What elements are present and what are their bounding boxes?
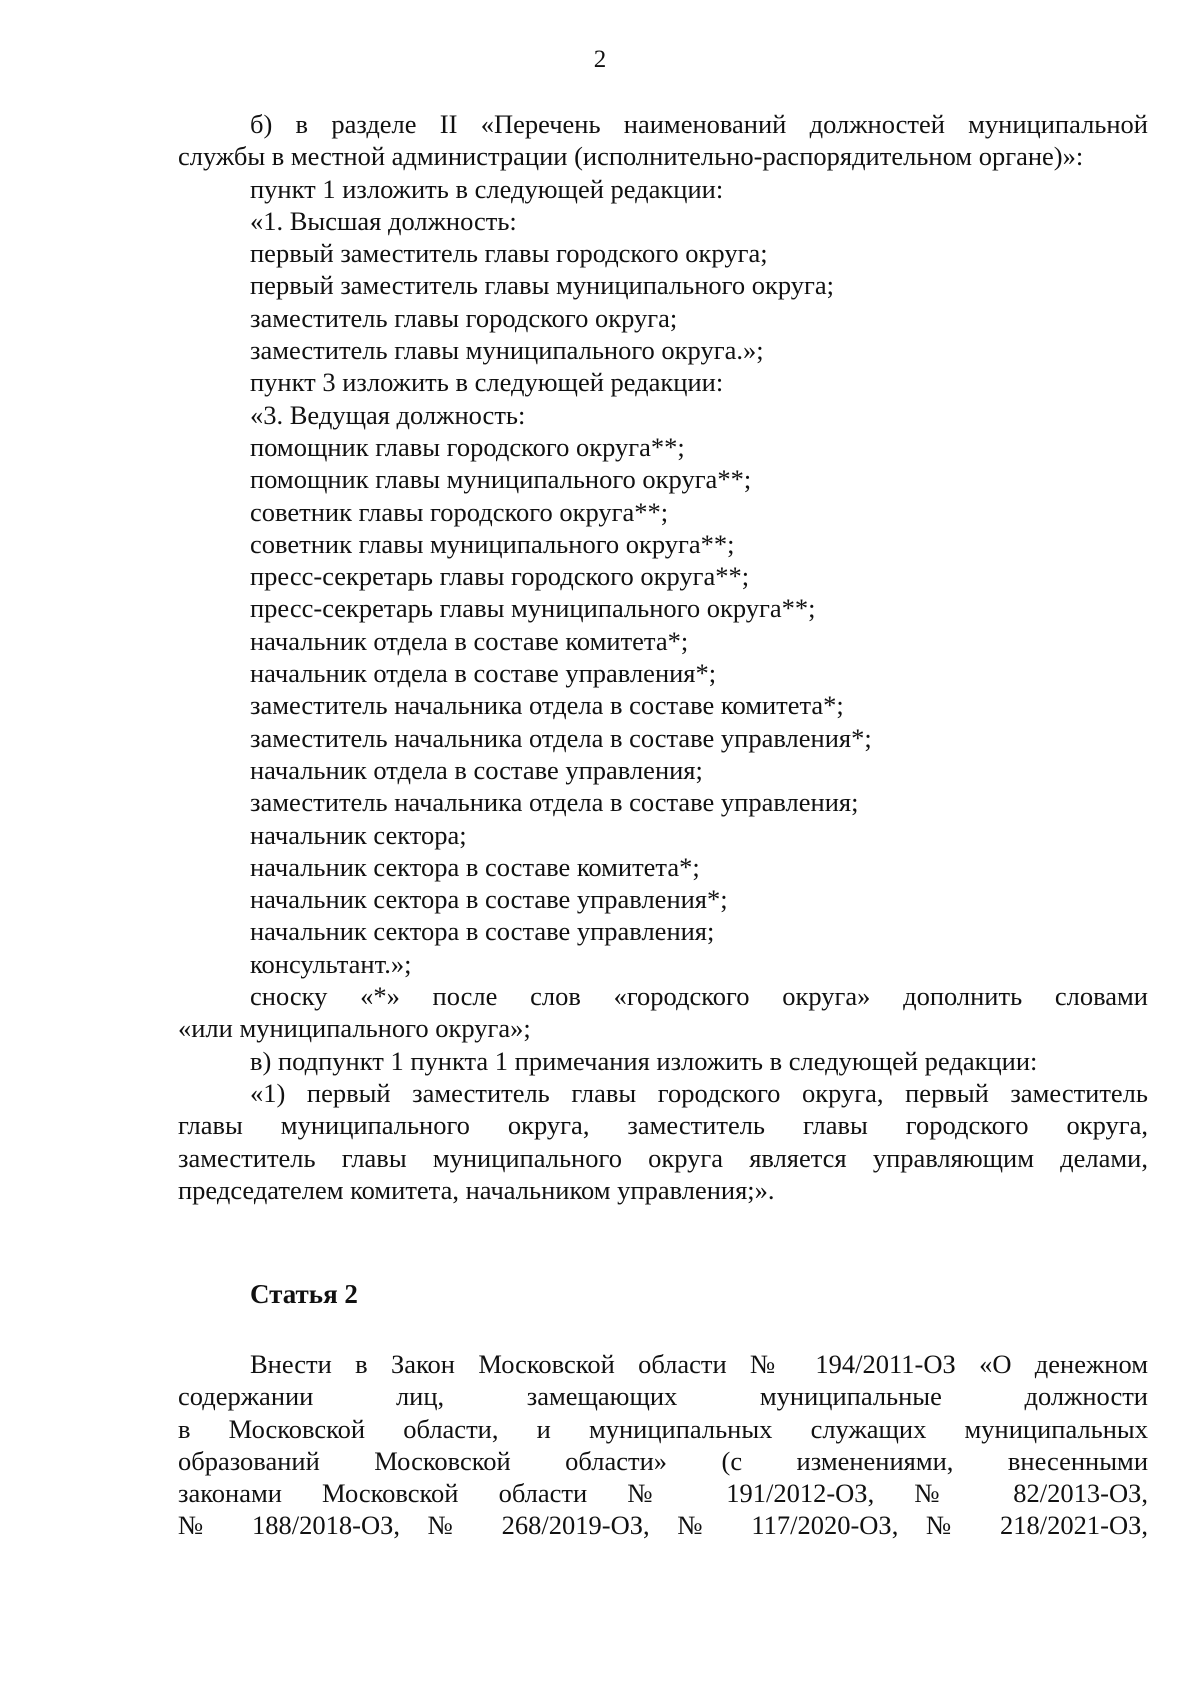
article-line-6: № 188/2018-ОЗ, № 268/2019-ОЗ, № 117/2020-ОЗ, № 218/2021-ОЗ, (178, 1510, 1148, 1541)
article-line-5: законами Московской области № 191/2012-ОЗ, № 82/2013-ОЗ, (178, 1478, 1148, 1509)
list-line: начальник отдела в составе управления*; (250, 658, 717, 689)
section-b-line-1: б) в разделе II «Перечень наименований должностей муниципальной (250, 109, 1148, 139)
article-line-1: Внести в Закон Московской области № 194/2011-ОЗ «О денежном (250, 1349, 1148, 1379)
article-line-3: в Московской области, и муниципальных служащих муниципальных (178, 1413, 1148, 1444)
list-line: начальник сектора в составе управления; (250, 916, 715, 947)
page-number: 2 (593, 46, 607, 73)
list-line: начальник отдела в составе комитета*; (250, 625, 689, 656)
section-b-line-2: службы в местной администрации (исполнительно-распорядительном органе)»: (178, 141, 1084, 172)
list-line: пресс-секретарь главы муниципального округа**; (250, 593, 816, 624)
quote-line-3: заместитель главы муниципального округа является управляющим делами, (178, 1142, 1148, 1173)
list-line: «1. Высшая должность: (250, 205, 517, 236)
list-line: заместитель главы муниципального округа.»; (250, 335, 764, 366)
list-line: заместитель начальника отдела в составе комитета*; (250, 690, 844, 721)
list-line: начальник сектора; (250, 819, 467, 850)
list-line: помощник главы городского округа**; (250, 431, 685, 462)
list-line: консультант.»; (250, 948, 412, 979)
article-line-2: содержании лиц, замещающих муниципальные должности (178, 1381, 1148, 1412)
quote-line-4: председателем комитета, начальником управления;». (178, 1174, 775, 1205)
article-2-text (178, 1348, 1148, 1542)
list-line: заместитель главы городского округа; (250, 302, 678, 333)
article-line-4: образований Московской области» (с изменениями, внесенными (178, 1445, 1148, 1476)
list-line: заместитель начальника отдела в составе управления*; (250, 722, 872, 753)
list-line: первый заместитель главы муниципального округа; (250, 270, 835, 301)
position-list (178, 173, 1148, 980)
list-line: пресс-секретарь главы городского округа**; (250, 561, 750, 592)
quote-line-1: «1) первый заместитель главы городского округа, первый заместитель (250, 1077, 1148, 1108)
list-line: первый заместитель главы городского округа; (250, 238, 768, 269)
section-v-paragraph: в) подпункт 1 пункта 1 примечания изложить в следующей редакции: (250, 1045, 1038, 1076)
amendment-text (178, 108, 1148, 1206)
quote-line-2: главы муниципального округа, заместитель главы городского округа, (178, 1110, 1148, 1141)
list-line: начальник сектора в составе управления*; (250, 884, 728, 915)
list-line: начальник сектора в составе комитета*; (250, 851, 700, 882)
quote-paragraph (178, 1077, 1148, 1206)
section-b-paragraph (178, 108, 1148, 173)
footnote-line-2: «или муниципального округа»; (178, 1013, 531, 1044)
list-line: советник главы муниципального округа**; (250, 528, 735, 559)
list-line: помощник главы муниципального округа**; (250, 464, 752, 495)
article-heading: Статья 2 (250, 1279, 358, 1309)
list-line: начальник отдела в составе управления; (250, 754, 703, 785)
footnote-paragraph (178, 980, 1148, 1045)
list-line: советник главы городского округа**; (250, 496, 669, 527)
list-line: пункт 3 изложить в следующей редакции: (250, 367, 724, 398)
list-line: «3. Ведущая должность: (250, 399, 526, 430)
list-line: заместитель начальника отдела в составе управления; (250, 787, 859, 818)
list-line: пункт 1 изложить в следующей редакции: (250, 173, 724, 204)
footnote-line-1: сноску «*» после слов «городского округа» дополнить словами (250, 981, 1148, 1012)
